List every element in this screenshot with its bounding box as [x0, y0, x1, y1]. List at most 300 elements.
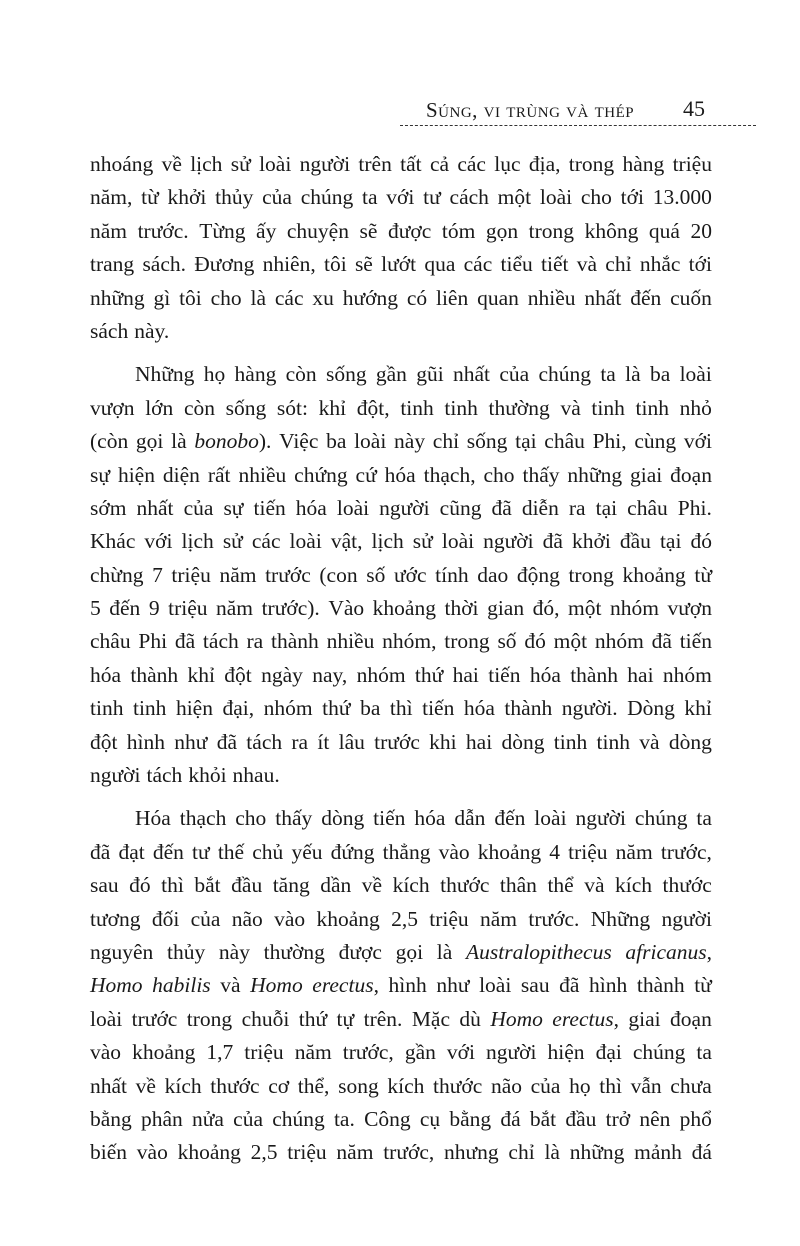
- word: Phi,: [592, 429, 627, 454]
- word: năm: [216, 596, 254, 621]
- word: cách: [449, 185, 489, 210]
- word: trước.: [137, 218, 189, 243]
- text-line: [90, 659, 712, 692]
- word: tiến: [253, 495, 286, 520]
- word: thường: [488, 395, 550, 420]
- word: vượn: [667, 596, 712, 621]
- word: tăng: [272, 873, 310, 898]
- word: lịch: [190, 152, 223, 176]
- word: 7: [152, 562, 163, 587]
- word: trước,: [342, 1040, 394, 1065]
- word: sự: [90, 462, 111, 487]
- word: loài: [289, 529, 322, 554]
- word: Việc: [279, 429, 319, 454]
- word: trước.: [528, 906, 580, 931]
- text-line: [90, 969, 712, 1002]
- word: bằng: [449, 1106, 492, 1131]
- word: nhóm: [594, 629, 644, 654]
- word: loài: [336, 495, 370, 520]
- word: xu: [312, 285, 334, 310]
- word: thấy: [275, 806, 313, 831]
- word: ta.: [333, 1106, 355, 1131]
- word: là: [171, 429, 187, 454]
- word: habilis: [152, 973, 211, 998]
- word: chỉ: [605, 252, 632, 277]
- word: hiện: [117, 462, 155, 487]
- running-title: Súng, vi trùng và thép: [426, 98, 635, 122]
- word: đại,: [222, 696, 255, 721]
- word: chứng: [294, 462, 348, 487]
- word: lướt: [381, 252, 417, 277]
- word: tinh: [90, 696, 124, 721]
- word: (con: [319, 562, 358, 587]
- word: hai: [465, 729, 493, 754]
- word: não: [231, 906, 263, 931]
- word: về: [361, 873, 383, 898]
- word: tách: [146, 763, 183, 788]
- word: quá: [648, 218, 680, 243]
- text-line: [90, 315, 712, 348]
- word: Phi: [138, 629, 168, 654]
- word: họ: [203, 362, 226, 387]
- word: nhiều: [238, 462, 287, 487]
- word: khởi: [167, 185, 207, 210]
- word: thước: [433, 1073, 483, 1098]
- text-line: [90, 215, 712, 248]
- word: Australopithecus: [465, 939, 612, 964]
- word: erectus,: [552, 1006, 619, 1031]
- word: Homo: [490, 1006, 543, 1031]
- word: với: [386, 185, 415, 210]
- text-line: [90, 392, 712, 425]
- word: hình: [388, 973, 427, 998]
- word: tóm: [441, 218, 476, 243]
- word: dù: [459, 1006, 481, 1031]
- word: thì: [161, 873, 184, 898]
- word: ước: [393, 562, 427, 587]
- word: tại: [595, 495, 618, 520]
- word: đã: [559, 973, 580, 998]
- word: quan: [477, 285, 519, 310]
- word: ba: [360, 696, 381, 721]
- word: đã: [542, 529, 563, 554]
- word: trở: [605, 1106, 631, 1131]
- word: tư: [192, 839, 210, 864]
- word: đã: [174, 629, 196, 654]
- text-line: [90, 726, 712, 759]
- word: những: [90, 285, 145, 310]
- word: như: [174, 729, 208, 754]
- word: với: [683, 429, 712, 454]
- word: gọn: [485, 218, 519, 243]
- paragraph: [90, 358, 712, 792]
- word: và: [220, 973, 241, 998]
- word: song: [338, 1073, 379, 1098]
- word: khỉ: [318, 395, 347, 420]
- word: sống: [225, 395, 267, 420]
- word: Những: [590, 906, 651, 931]
- word: tiến: [679, 629, 712, 654]
- word: loài: [534, 806, 567, 831]
- word: sách.: [142, 252, 187, 277]
- word: các: [251, 529, 281, 554]
- word: này.: [134, 318, 170, 343]
- word: hàng: [234, 362, 277, 387]
- text-line: [90, 559, 712, 592]
- word: châu: [544, 429, 585, 454]
- word: sót:: [276, 395, 308, 420]
- word: đó: [690, 529, 712, 554]
- word: khoảng: [132, 1040, 196, 1065]
- word: tới: [688, 252, 712, 277]
- word: cứ: [355, 462, 377, 487]
- word: thành: [130, 662, 179, 687]
- word: sau: [520, 973, 550, 998]
- word: hóa: [384, 462, 416, 487]
- word: Công: [364, 1106, 411, 1131]
- word: thể,: [297, 1073, 330, 1098]
- word: erectus,: [312, 973, 379, 998]
- word: với: [446, 1040, 475, 1065]
- word: cùng: [634, 429, 677, 454]
- word: đoạn: [670, 462, 712, 487]
- word: của: [190, 906, 221, 931]
- word: vẫn: [630, 1073, 662, 1098]
- word: ra: [291, 729, 309, 754]
- word: chúng: [632, 1040, 686, 1065]
- word: hóa: [414, 806, 446, 831]
- word: thủy: [215, 185, 254, 210]
- word: tinh: [596, 729, 630, 754]
- word: Phi.: [677, 495, 712, 520]
- word: cho: [210, 285, 242, 310]
- word: từ: [694, 973, 712, 998]
- word: năm: [219, 562, 257, 587]
- word: sử: [222, 529, 243, 554]
- header-dashed-rule: [400, 125, 756, 126]
- word: đầu: [565, 1106, 597, 1131]
- word: sách: [90, 318, 129, 343]
- word: thân: [499, 873, 537, 898]
- word: (còn: [90, 429, 129, 454]
- word: triệu: [244, 1040, 284, 1065]
- word: thước: [210, 1073, 260, 1098]
- text-line: [90, 525, 712, 558]
- word: ta: [600, 362, 616, 387]
- word: hai: [627, 662, 654, 687]
- word: đầu: [619, 529, 651, 554]
- paragraph: [90, 802, 712, 1169]
- word: gũi: [416, 362, 444, 387]
- word: hai: [452, 662, 479, 687]
- word: đại: [595, 1040, 622, 1065]
- word: đột,: [356, 395, 390, 420]
- word: hóa: [529, 662, 561, 687]
- word: nhóm,: [382, 629, 437, 654]
- word: châu: [90, 629, 131, 654]
- word: ta: [696, 1040, 712, 1065]
- word: nhắc: [639, 252, 681, 277]
- word: nguyên: [90, 939, 154, 964]
- word: tiết: [541, 252, 569, 277]
- page-number: 45: [683, 96, 705, 121]
- word: tinh: [444, 395, 478, 420]
- word: thành: [636, 973, 685, 998]
- word: những: [567, 462, 623, 487]
- word: sẽ: [359, 218, 378, 243]
- word: nhất: [136, 495, 174, 520]
- word: hướng: [342, 285, 398, 310]
- word: của: [530, 1073, 561, 1098]
- word: về: [161, 152, 182, 176]
- word: ba: [649, 362, 671, 387]
- word: loài: [90, 1006, 123, 1031]
- word: nhiên,: [262, 252, 316, 277]
- word: đá: [500, 1106, 521, 1131]
- word: người: [299, 152, 351, 176]
- word: đó: [129, 873, 151, 898]
- word: còn: [183, 395, 215, 420]
- word: ta: [696, 806, 712, 831]
- word: sau: [90, 873, 119, 898]
- word: tiểu: [500, 252, 533, 277]
- word: thứ: [322, 696, 351, 721]
- word: trên: [358, 152, 392, 176]
- word: kích: [164, 1073, 202, 1098]
- word: thành: [271, 629, 319, 654]
- word: thấy: [522, 462, 560, 487]
- word: địa,: [528, 152, 561, 176]
- word: tiến: [373, 806, 406, 831]
- word: trong: [568, 562, 614, 587]
- word: thước: [440, 873, 490, 898]
- word: năm,: [90, 185, 133, 210]
- word: này: [394, 429, 426, 454]
- word: những: [569, 1140, 625, 1165]
- word: não: [490, 1073, 522, 1098]
- word: và: [584, 873, 605, 898]
- word: người: [90, 763, 141, 788]
- word: năm: [294, 1040, 332, 1065]
- word: sống: [325, 362, 367, 387]
- word: kích: [387, 1073, 425, 1098]
- word: và: [560, 395, 581, 420]
- word: đột: [90, 729, 118, 754]
- word: giai: [628, 1006, 661, 1031]
- word: tôi: [323, 252, 347, 277]
- word: thạch: [179, 806, 227, 831]
- word: tại: [659, 529, 682, 554]
- word: thạch,: [423, 462, 476, 487]
- word: đột: [224, 662, 252, 687]
- word: đó: [524, 629, 546, 654]
- word: nên: [639, 1106, 671, 1131]
- word: là: [436, 939, 453, 964]
- word: loài: [354, 429, 387, 454]
- word: khoảng: [477, 839, 542, 864]
- text-line: [90, 836, 712, 869]
- word: cuốn: [670, 285, 712, 310]
- text-line: [90, 592, 712, 625]
- word: đến: [152, 839, 184, 864]
- word: thành: [504, 696, 553, 721]
- word: tại: [515, 429, 537, 454]
- word: nhóm: [662, 662, 712, 687]
- word: nhau.: [232, 763, 280, 788]
- word: vào: [90, 1040, 122, 1065]
- word: nhất: [90, 1073, 128, 1098]
- word: như: [436, 973, 470, 998]
- word: hiện: [175, 696, 213, 721]
- word: sự: [223, 495, 244, 520]
- word: gian: [487, 596, 525, 621]
- text-line: [90, 1070, 712, 1103]
- word: tất: [400, 152, 422, 176]
- word: đã: [216, 729, 238, 754]
- text-line: [90, 1136, 712, 1169]
- word: thể: [547, 873, 574, 898]
- word: người: [575, 806, 626, 831]
- word: năm: [336, 1140, 374, 1165]
- word: sẽ: [354, 252, 373, 277]
- word: nhoáng: [90, 152, 154, 176]
- word: trong: [444, 629, 490, 654]
- word: từ: [141, 185, 159, 210]
- word: hóa: [295, 495, 327, 520]
- word: loài: [479, 973, 512, 998]
- word: thường: [263, 939, 325, 964]
- word: cho: [580, 185, 612, 210]
- body-text: [90, 148, 712, 1180]
- word: 9: [148, 596, 160, 621]
- text-line: [90, 248, 712, 281]
- word: cho: [235, 806, 267, 831]
- word: khoảng: [622, 562, 686, 587]
- word: đó,: [532, 596, 560, 621]
- word: liên: [435, 285, 469, 310]
- word: đến: [109, 596, 141, 621]
- word: ra: [246, 629, 264, 654]
- word: phân: [141, 1106, 183, 1131]
- word: năm: [615, 839, 653, 864]
- word: dòng: [668, 729, 712, 754]
- word: gọi: [135, 429, 164, 454]
- word: tiến: [422, 696, 455, 721]
- word: trang: [90, 252, 135, 277]
- word: triệu: [287, 1140, 327, 1165]
- text-line: [90, 1003, 712, 1036]
- word: chúng: [538, 362, 592, 387]
- word: tinh: [635, 395, 669, 420]
- word: Khác: [90, 529, 136, 554]
- word: về: [135, 1073, 156, 1098]
- word: lục: [494, 152, 521, 176]
- word: người.: [561, 696, 618, 721]
- word: ấy: [256, 218, 277, 243]
- text-line: [90, 936, 712, 969]
- word: trong: [186, 1006, 233, 1031]
- word: chúng: [300, 185, 354, 210]
- word: Từng: [199, 218, 246, 243]
- word: thẳng: [382, 839, 431, 864]
- word: lâu: [338, 729, 365, 754]
- word: nhóm: [263, 696, 313, 721]
- text-line: [90, 358, 712, 391]
- word: trước: [265, 562, 311, 587]
- word: nhóm: [609, 596, 659, 621]
- word: tư: [423, 185, 441, 210]
- word: vượn: [90, 395, 135, 420]
- word: 1,7: [206, 1040, 234, 1065]
- text-line: [90, 759, 712, 792]
- word: hiện: [547, 1040, 585, 1065]
- word: 13.000: [652, 185, 712, 210]
- word: loài: [679, 362, 712, 387]
- word: khoảng: [316, 906, 380, 931]
- word: sử: [230, 152, 251, 176]
- word: đã: [651, 629, 672, 654]
- word: đứng: [330, 839, 375, 864]
- word: sử: [412, 529, 433, 554]
- word: của: [183, 495, 214, 520]
- word: và: [576, 252, 598, 277]
- word: diễn: [521, 495, 559, 520]
- word: đối: [151, 906, 180, 931]
- word: còn: [285, 362, 317, 387]
- text-line: [90, 1036, 712, 1069]
- word: kích: [392, 873, 430, 898]
- word: loài: [441, 529, 475, 554]
- word: biến: [90, 1140, 128, 1165]
- word: gần: [404, 1040, 436, 1065]
- word: người: [379, 495, 430, 520]
- word: này: [218, 939, 250, 964]
- word: trong: [568, 152, 615, 176]
- word: cơ: [268, 1073, 290, 1098]
- word: là: [544, 1140, 560, 1165]
- word: nửa: [192, 1106, 224, 1131]
- word: ra: [568, 495, 586, 520]
- word: cụ: [419, 1106, 441, 1131]
- word: của: [233, 1106, 263, 1131]
- word: tinh: [591, 395, 625, 420]
- word: và: [639, 729, 660, 754]
- word: thứ: [298, 1006, 328, 1031]
- word: rất: [207, 462, 231, 487]
- word: gì: [153, 285, 171, 310]
- word: thủy: [166, 939, 206, 964]
- paragraph: [90, 148, 712, 348]
- word: đến: [494, 806, 526, 831]
- word: trước).: [261, 596, 320, 621]
- word: 2,5: [391, 906, 418, 931]
- word: 2,5: [250, 1140, 278, 1165]
- word: trước,: [660, 839, 712, 864]
- word: bằng: [90, 1106, 132, 1131]
- word: nhỏ: [679, 395, 712, 420]
- word: thì: [599, 1073, 622, 1098]
- word: chỉ: [508, 1140, 535, 1165]
- word: tính: [435, 562, 469, 587]
- word: bắt: [194, 873, 221, 898]
- word: hình: [126, 729, 165, 754]
- word: vào: [136, 1140, 168, 1165]
- word: cho: [483, 462, 515, 487]
- word: gọi: [395, 939, 424, 964]
- word: phổ: [679, 1106, 712, 1131]
- word: nhất: [453, 362, 491, 387]
- word: khởi: [572, 529, 611, 554]
